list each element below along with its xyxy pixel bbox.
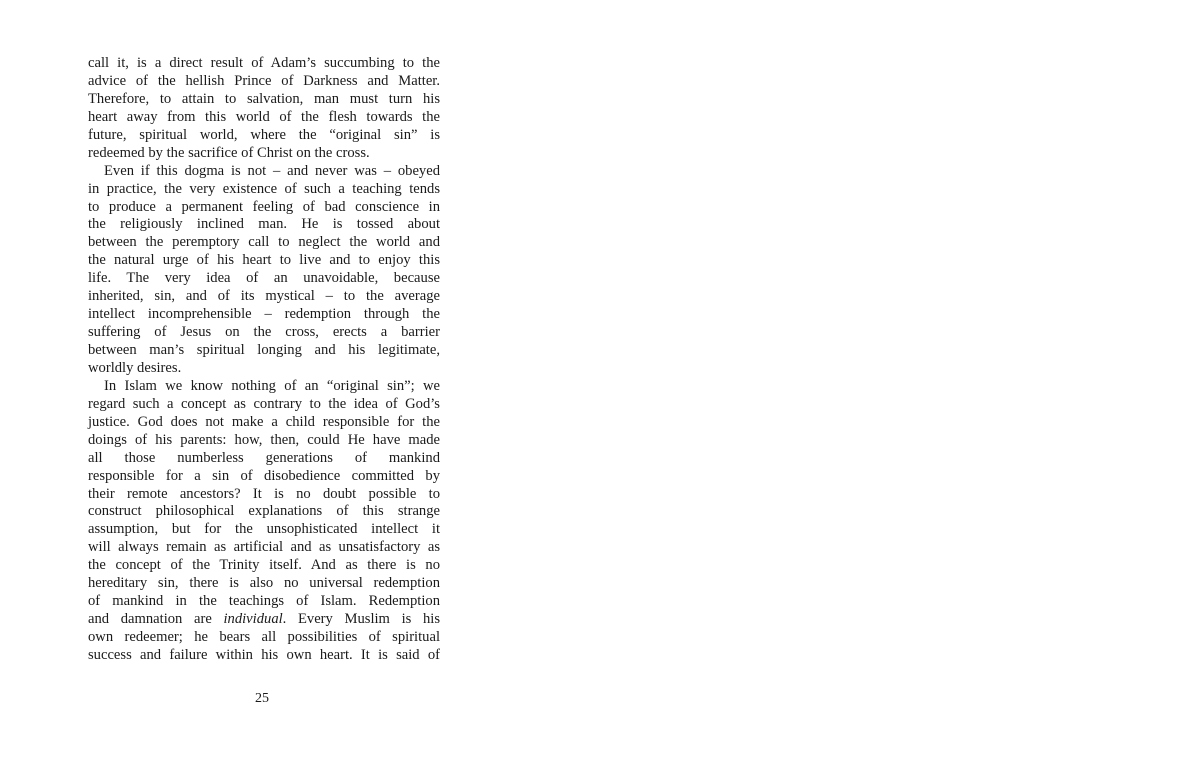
text-line: regard such a concept as contrary to the idea of God’s [88,395,440,412]
text-line: the natural urge of his heart to live and to enjoy this [88,252,440,269]
text-line: future, spiritual world, where the “original sin” is [88,126,440,143]
text-line: responsible for a sin of disobedience committed by [88,467,440,484]
text-line: all those numberless generations of mankind [88,449,440,466]
text-line: their remote ancestors? It is no doubt possible to [88,485,440,502]
text-line: advice of the hellish Prince of Darkness and Matter. [88,72,440,89]
text-line: intellect incomprehensible – redemption through the [88,306,440,323]
text-line: construct philosophical explanations of this strange [88,503,440,520]
text-line: redeemed by the sacrifice of Christ on the cross. [88,144,370,161]
text-line: in practice, the very existence of such a teaching tends [88,180,440,197]
text-line: the religiously inclined man. He is tossed about [88,216,440,233]
text-line: between man’s spiritual longing and his legitimate, [88,342,440,358]
text-line: suffering of Jesus on the cross, erects a barrier [88,324,440,341]
text-line: call it, is a direct result of Adam’s succumbing to the [88,55,440,71]
text-line: heart away from this world of the flesh towards the [88,108,440,125]
text-line: In Islam we know nothing of an “original sin”; we [104,377,440,394]
page-number: 25 [255,691,269,706]
text-line: own redeemer; he bears all possibilities of spiritual [88,629,440,645]
text-line: worldly desires. [88,359,182,376]
text-line: and damnation are individual. Every Muslim is his [88,611,440,628]
body-text [88,55,440,665]
text-line: justice. God does not make a child responsible for the [88,413,440,430]
emphasis: individual [223,611,283,628]
text-line: assumption, but for the unsophisticated intellect it [88,521,440,538]
text-line: will always remain as artificial and as unsatisfactory as [88,539,440,556]
text-line: Therefore, to attain to salvation, man must turn his [88,90,440,107]
text-line: hereditary sin, there is also no universal redemption [88,575,440,592]
text-line: the concept of the Trinity itself. And as there is no [88,557,440,574]
text-line: doings of his parents: how, then, could He have made [88,431,440,448]
text-line: of mankind in the teachings of Islam. Redemption [88,593,440,610]
text-line: to produce a permanent feeling of bad conscience in [88,198,440,215]
text-line: life. The very idea of an unavoidable, because [88,270,440,287]
text-line: between the peremptory call to neglect the world and [88,234,440,251]
text-line: inherited, sin, and of its mystical – to the average [88,288,440,305]
text-line: success and failure within his own heart. It is said of [88,646,440,663]
text-line: Even if this dogma is not – and never was – obeyed [104,162,440,179]
